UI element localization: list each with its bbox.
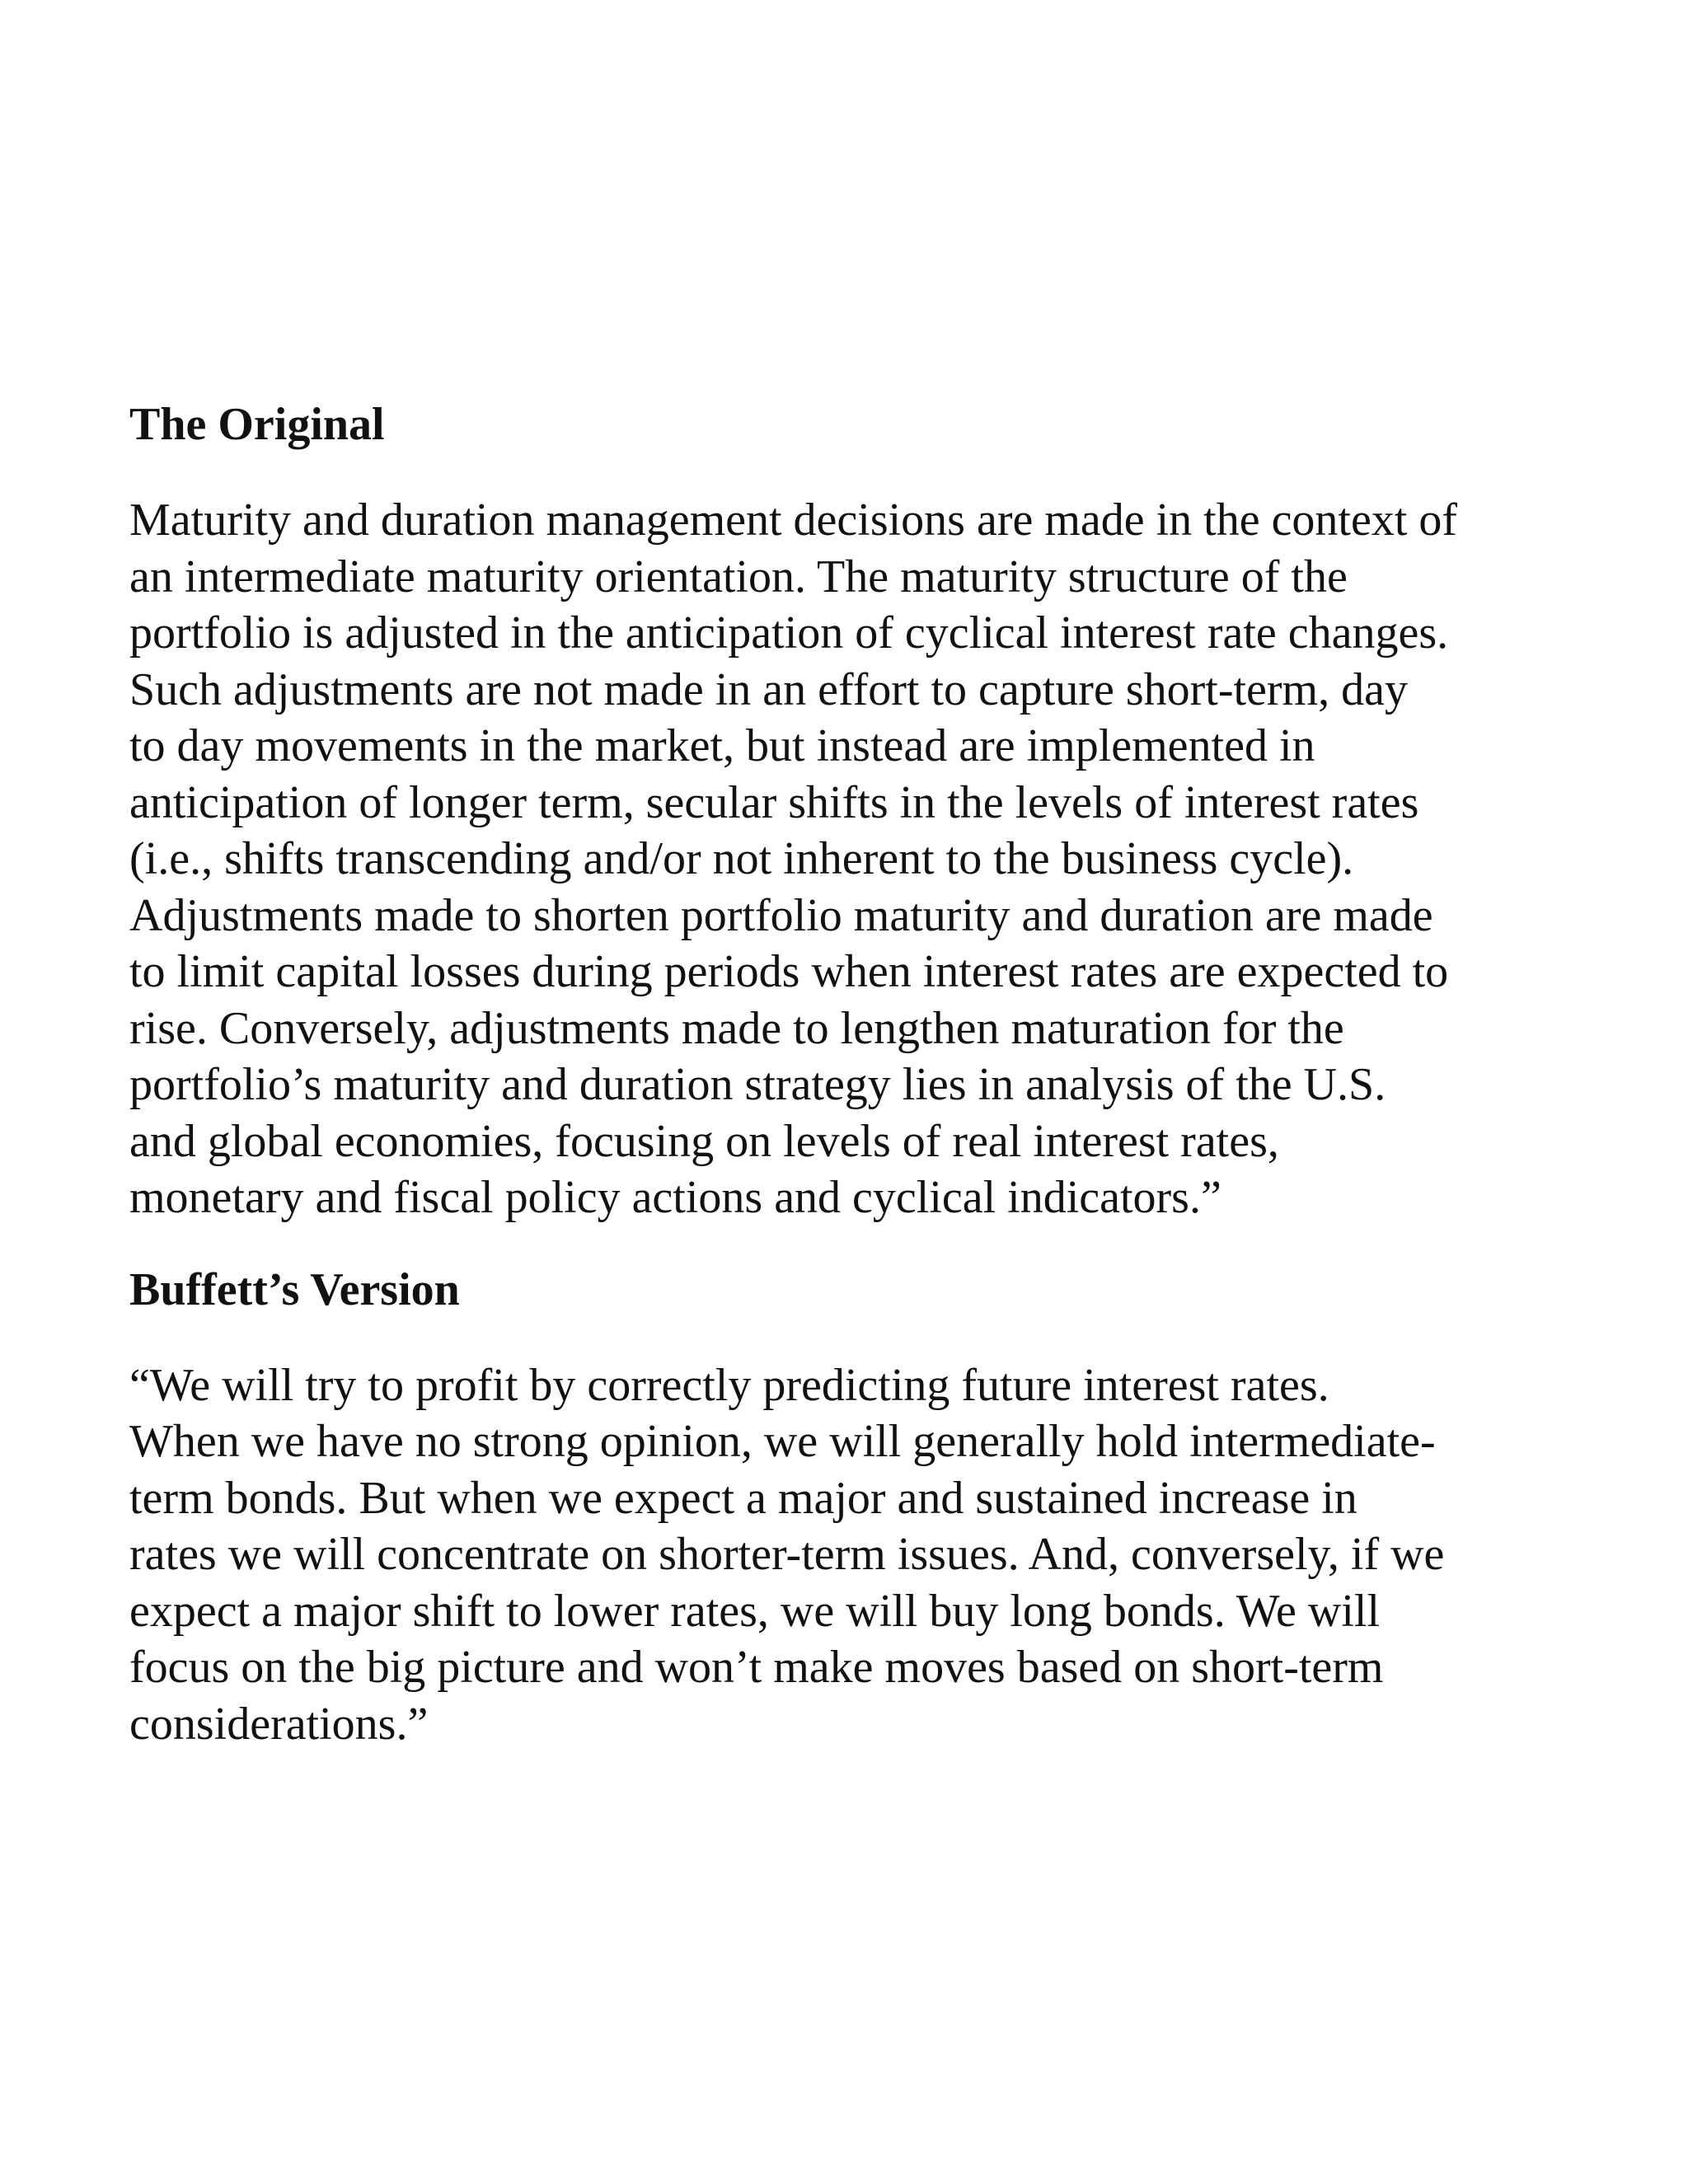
paragraph-line: considerations.”	[129, 1698, 429, 1750]
paragraph-line: focus on the big picture and won’t make moves based on short-term	[129, 1642, 1384, 1694]
paragraph-line: to day movements in the market, but instead are implemented in	[129, 720, 1315, 772]
paragraph-line: Such adjustments are not made in an effort to capture short-term, day	[129, 663, 1408, 715]
paragraph-line: rise. Conversely, adjustments made to lengthen maturation for the	[129, 1002, 1344, 1054]
paragraph-line: expect a major shift to lower rates, we will buy long bonds. We will	[129, 1585, 1381, 1637]
paragraph-line: term bonds. But when we expect a major and sustained increase in	[129, 1472, 1357, 1524]
document-page	[129, 397, 1564, 1752]
section-heading-buffett: Buffett’s Version	[129, 1263, 460, 1315]
section-paragraph-buffett	[129, 1357, 1564, 1753]
paragraph-line: anticipation of longer term, secular shifts in the levels of interest rates	[129, 776, 1419, 828]
paragraph-line: monetary and fiscal policy actions and cyclical indicators.”	[129, 1172, 1221, 1224]
section-heading-original: The Original	[129, 399, 385, 450]
paragraph-line: When we have no strong opinion, we will generally hold intermediate-	[129, 1416, 1436, 1468]
paragraph-line: “We will try to profit by correctly predicting future interest rates.	[129, 1359, 1329, 1411]
paragraph-line: portfolio is adjusted in the anticipation of cyclical interest rate changes.	[129, 607, 1449, 659]
paragraph-line: Adjustments made to shorten portfolio maturity and duration are made	[129, 889, 1433, 941]
paragraph-line: rates we will concentrate on shorter-term issues. And, conversely, if we	[129, 1529, 1445, 1581]
paragraph-line: portfolio’s maturity and duration strategy lies in analysis of the U.S.	[129, 1059, 1386, 1111]
paragraph-line: (i.e., shifts transcending and/or not inherent to the business cycle).	[129, 833, 1354, 885]
paragraph-line: Maturity and duration management decisions are made in the context of	[129, 494, 1458, 546]
section-paragraph-original	[129, 492, 1564, 1226]
paragraph-line: and global economies, focusing on levels of real interest rates,	[129, 1115, 1279, 1167]
paragraph-line: an intermediate maturity orientation. The maturity structure of the	[129, 551, 1348, 602]
paragraph-line: to limit capital losses during periods when interest rates are expected to	[129, 946, 1449, 998]
